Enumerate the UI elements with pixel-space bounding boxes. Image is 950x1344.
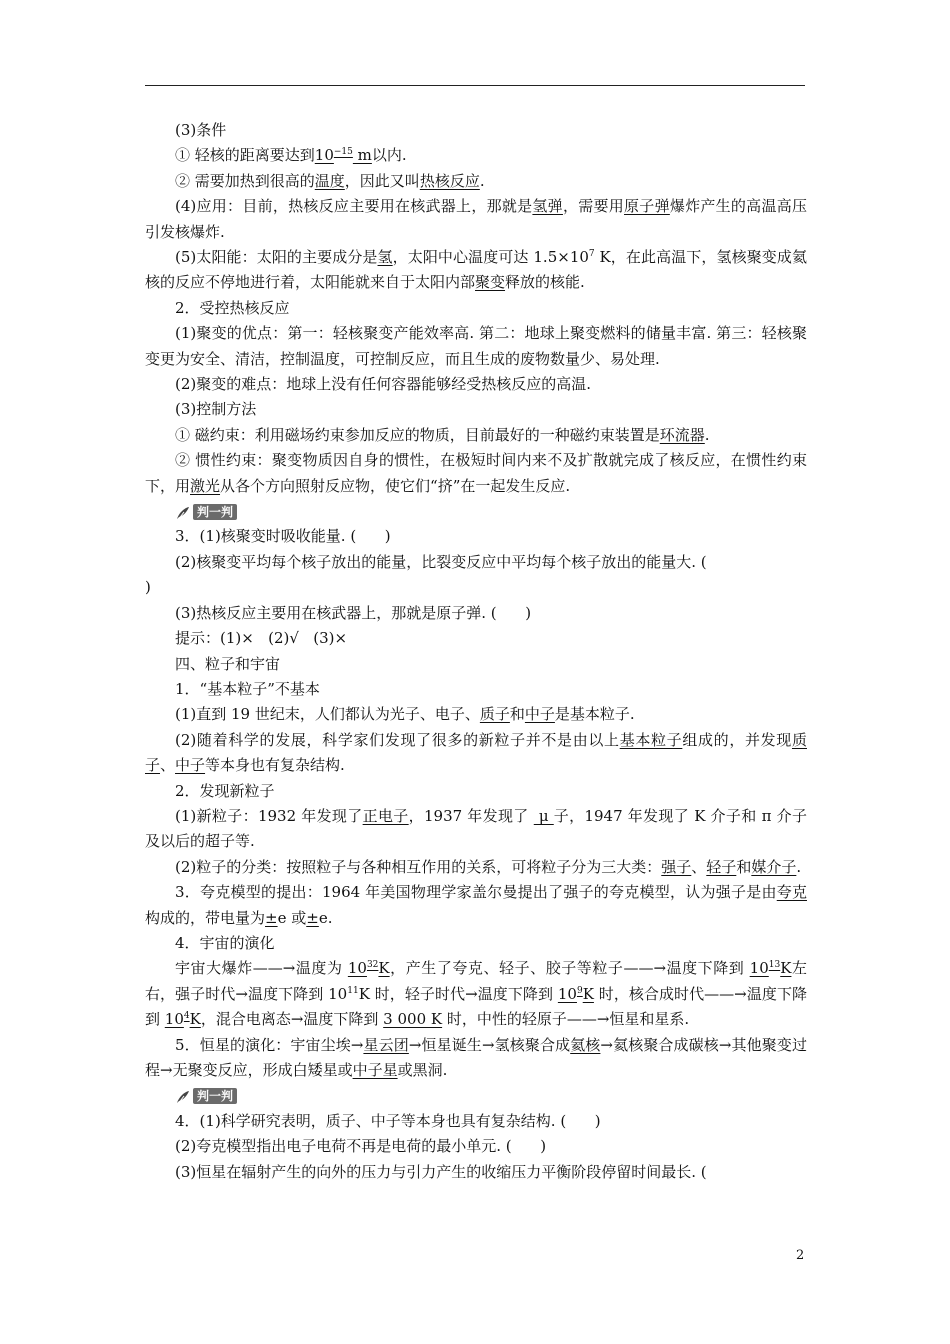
answer-blank: 10 — [557, 984, 577, 1003]
text-run: (3)控制方法 — [175, 400, 257, 419]
paragraph — [145, 169, 807, 194]
answer-blank: 中子星 — [352, 1061, 398, 1080]
answer-blank: 媒介子 — [751, 857, 797, 876]
text-run: 4．宇宙的演化 — [175, 933, 275, 952]
answer-blank: 10 — [347, 959, 367, 978]
answer-blank: 激光 — [190, 476, 221, 495]
answer-blank: 10 — [749, 959, 769, 978]
answer-blank: −15 — [333, 147, 353, 158]
paragraph — [145, 626, 807, 651]
text-run: (3)恒星在辐射产生的向外的压力与引力产生的收缩压力平衡阶段停留时间最长. ( — [175, 1162, 707, 1181]
text-run: ，因此又叫 — [344, 171, 420, 190]
text-run: e 或 — [277, 908, 307, 927]
paragraph — [145, 1109, 807, 1134]
text-run: (2)粒子的分类：按照粒子与各种相互作用的关系，可将粒子分为三大类： — [175, 857, 662, 876]
page-number: 2 — [796, 1248, 805, 1263]
text-run: 2．发现新粒子 — [175, 781, 275, 800]
paragraph — [145, 397, 807, 422]
paragraph — [145, 143, 807, 168]
answer-blank: K — [378, 959, 390, 978]
text-run: ① 磁约束：利用磁场约束参加反应的物质，目前最好的一种磁约束装置是 — [175, 425, 660, 444]
text-run: . — [479, 171, 485, 190]
text-run: →恒星诞生→氢核聚合成 — [408, 1035, 571, 1054]
text-run: 以内. — [371, 146, 407, 165]
paragraph — [145, 372, 807, 397]
paragraph — [145, 245, 807, 296]
text-run: 提示：(1)× (2)√ (3)× — [175, 629, 348, 648]
answer-blank: μ — [533, 806, 554, 825]
paragraph — [145, 550, 807, 575]
paragraph — [145, 779, 807, 804]
paragraph — [145, 880, 807, 931]
leaf-icon — [175, 504, 191, 520]
text-run: 时，中性的轻原子——→恒星和星系. — [442, 1010, 690, 1029]
paragraph — [145, 423, 807, 448]
answer-blank: m — [352, 146, 372, 165]
paragraph — [145, 296, 807, 321]
text-run: 7 — [588, 249, 595, 260]
answer-blank: 强子 — [661, 857, 692, 876]
text-run: 释放的核能. — [505, 273, 585, 292]
text-run: e. — [318, 908, 333, 927]
text-run: (3)热核反应主要用在核武器上，那就是原子弹. ( ) — [175, 603, 532, 622]
paragraph — [145, 1134, 807, 1159]
text-run: . — [704, 425, 710, 444]
answer-blank: 夸克 — [776, 883, 807, 902]
paragraph — [145, 1033, 807, 1084]
text-run: 5．恒星的演化：宇宙尘埃→ — [175, 1035, 364, 1054]
answer-blank: 10 — [314, 146, 334, 165]
text-run: ① 轻核的距离要达到 — [175, 146, 315, 165]
answer-blank: 正电子 — [362, 806, 409, 825]
text-run: (1)新粒子：1932 年发现了 — [175, 806, 363, 825]
judge-badge — [175, 499, 807, 524]
answer-blank: 原子弹 — [624, 197, 670, 216]
text-run: 4．(1)科学研究表明，质子、中子等本身也具有复杂结构. ( ) — [175, 1111, 601, 1130]
text-run: . — [796, 857, 802, 876]
paragraph — [145, 855, 807, 880]
paragraph — [145, 931, 807, 956]
text-run: 构成的，带电量为 — [145, 908, 266, 927]
badge-label: 判一判 — [193, 1088, 237, 1104]
answer-blank: 轻子 — [706, 857, 737, 876]
paragraph — [145, 575, 807, 600]
text-run: 和 — [509, 705, 525, 724]
paragraph — [145, 524, 807, 549]
text-run: 11 — [347, 985, 359, 996]
text-run: (5)太阳能：太阳的主要成分是 — [175, 248, 378, 267]
text-run: 宇宙大爆炸——→温度为 — [175, 959, 348, 978]
paragraph — [145, 728, 807, 779]
text-run: 2．受控热核反应 — [175, 298, 290, 317]
text-run: (3)条件 — [175, 121, 227, 139]
answer-blank: ± — [265, 908, 278, 927]
leaf-icon — [175, 1088, 191, 1104]
text-run: 、 — [160, 756, 176, 775]
answer-blank: 氦核 — [570, 1035, 601, 1054]
text-run: (2)聚变的难点：地球上没有任何容器能够经受热核反应的高温. — [175, 375, 592, 394]
paragraph — [145, 677, 807, 702]
text-run: →氦核聚合成碳核→其他聚变过程→无聚变反应，形成白矮星或 — [145, 1035, 807, 1080]
paragraph — [145, 702, 807, 727]
text-run: ② 惯性约束：聚变物质因自身的惯性，在极短时间内来不及扩散就完成了核反应，在惯性约束下，用 — [145, 451, 807, 495]
text-run: ，1937 年发现了 — [408, 806, 534, 825]
answer-blank: 环流器 — [659, 425, 705, 444]
text-run: (2)随着科学的发展，科学家们发现了很多的新粒子并不是由以上 — [175, 730, 620, 749]
paragraph — [145, 448, 807, 499]
header-rule — [145, 85, 805, 86]
text-run: 是基本粒子. — [554, 705, 635, 724]
answer-blank: ± — [306, 908, 319, 927]
text-run: 爆炸产生的高温高压引发核爆炸. — [145, 197, 807, 241]
text-run: ) — [145, 578, 151, 597]
answer-blank: 基本粒子 — [619, 730, 683, 749]
text-run: 子，1947 年发现了 K 介子和 π 介子及以后的超子等. — [145, 806, 807, 851]
paragraph — [145, 956, 807, 1032]
text-run: 组成的，并发现 — [682, 730, 792, 749]
text-run: 四、粒子和宇宙 — [175, 654, 281, 673]
text-run: 左右，强子时代→温度下降到 10 — [145, 959, 807, 1003]
paragraph — [145, 804, 807, 855]
answer-blank: K — [582, 984, 594, 1003]
text-run: (1)直到 19 世纪末，人们都认为光子、电子、 — [175, 705, 480, 724]
text-run: (2)夸克模型指出电子电荷不再是电荷的最小单元. ( ) — [175, 1137, 547, 1156]
paragraph — [145, 601, 807, 626]
answer-blank: 中子 — [524, 705, 555, 724]
answer-blank: 10 — [164, 1010, 184, 1029]
text-run: 时，核合成时代——→温度下降到 — [145, 984, 808, 1029]
answer-blank: 中子 — [175, 756, 206, 775]
answer-blank: 32 — [366, 960, 379, 971]
answer-blank: 13 — [768, 960, 781, 971]
text-run: 等本身也有复杂结构. — [205, 756, 345, 775]
text-run: 和 — [736, 857, 752, 876]
paragraph — [145, 118, 807, 143]
paragraph — [145, 194, 807, 245]
text-run: 、 — [691, 857, 707, 876]
answer-blank: 聚变 — [475, 273, 506, 292]
answer-blank: 温度 — [314, 171, 345, 190]
text-run: K，在此高温下，氢核聚变成氦核的反应不停地进行着，太阳能就来自于太阳内部 — [145, 248, 807, 292]
paragraph — [145, 321, 807, 372]
answer-blank: 氢弹 — [532, 197, 563, 216]
text-run: ，产生了夸克、轻子、胶子等粒子——→温度下降到 — [389, 959, 750, 978]
text-run: 或黑洞. — [397, 1061, 448, 1080]
text-run: ② 需要加热到很高的 — [175, 171, 315, 190]
text-run: K 时，轻子时代→温度下降到 — [358, 984, 558, 1003]
text-run: (4)应用：目前，热核反应主要用在核武器上，那就是 — [175, 197, 533, 216]
answer-blank: K — [780, 959, 792, 978]
badge-label: 判一判 — [193, 504, 237, 520]
answer-blank: 氢 — [377, 248, 393, 267]
paragraph — [145, 1160, 807, 1185]
text-run: (1)聚变的优点：第一：轻核聚变产能效率高. 第二：地球上聚变燃料的储量丰富. 第三：轻核聚变更为安全、清洁，控制温度，可控制反应，而且生成的废物数量少、易处理. — [145, 324, 807, 368]
text-run: ，太阳中心温度可达 1.5×10 — [392, 248, 589, 267]
text-run: 3．(1)核聚变时吸收能量. ( ) — [175, 527, 391, 546]
text-run: 3．夸克模型的提出：1964 年美国物理学家盖尔曼提出了强子的夸克模型，认为强子是由 — [175, 883, 777, 902]
text-run: ，需要用 — [562, 197, 625, 216]
judge-badge — [175, 1083, 807, 1108]
text-run: 从各个方向照射反应物，使它们“挤”在一起发生反应. — [220, 476, 571, 495]
text-run: 1．“基本粒子”不基本 — [175, 679, 320, 698]
text-run: (2)核聚变平均每个核子放出的能量，比裂变反应中平均每个核子放出的能量大. ( — [175, 552, 707, 571]
paragraph — [145, 652, 807, 677]
text-run: ，混合电离态→温度下降到 — [200, 1010, 384, 1029]
answer-blank: 热核反应 — [419, 171, 480, 190]
answer-blank: 质子 — [479, 705, 510, 724]
document-body — [145, 118, 807, 1185]
answer-blank: 4 — [183, 1011, 190, 1022]
answer-blank: 质子 — [145, 730, 807, 775]
answer-blank: 3 000 K — [383, 1010, 443, 1029]
answer-blank: K — [189, 1010, 201, 1029]
answer-blank: 9 — [576, 985, 583, 996]
answer-blank: 星云团 — [363, 1035, 409, 1054]
